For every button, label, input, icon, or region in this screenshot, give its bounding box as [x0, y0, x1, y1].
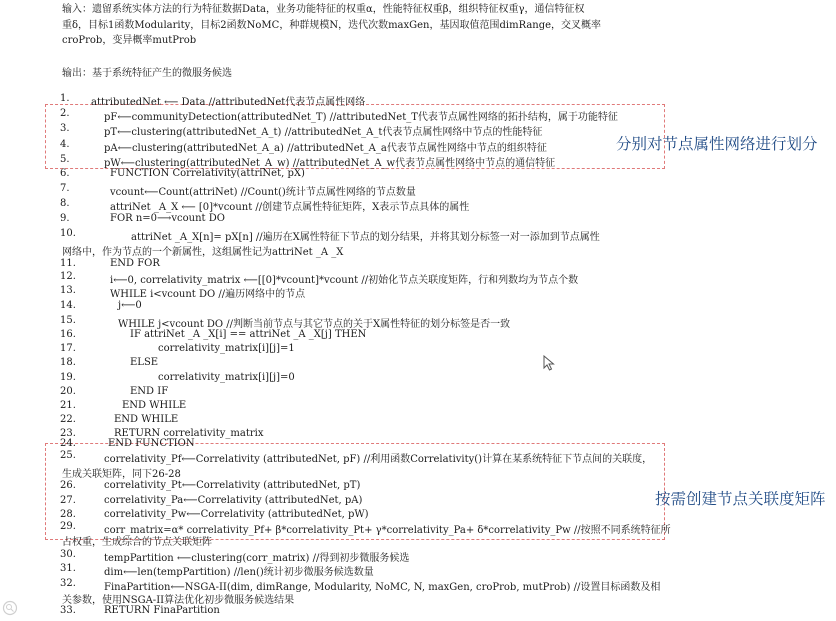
- line-number: 25.: [60, 450, 76, 461]
- code-line: ELSE: [130, 357, 159, 368]
- line-number: 18.: [60, 357, 76, 368]
- code-line: pW⟵clustering(attributedNet_A_w) //attributedNet_A_w代表节点属性网络中节点的通信特征: [104, 158, 556, 169]
- annotation-partition: 分别对节点属性网络进行划分: [616, 135, 818, 153]
- line-number: 33.: [60, 605, 76, 616]
- code-line-continuation: 网络中，作为节点的一个新属性，这组属性记为attriNet _A _X: [62, 247, 344, 258]
- line-number: 30.: [60, 549, 76, 560]
- code-line: pT⟵clustering(attributedNet_A_t) //attributedNet_A_t代表节点属性网络中节点的性能特征: [104, 127, 543, 138]
- line-number: 21.: [60, 400, 76, 411]
- code-line: pF⟵communityDetection(attributedNet_T) //attributedNet_T代表节点属性网络的拓扑结构，属于功能特征: [104, 112, 618, 123]
- line-number: 14.: [60, 300, 76, 311]
- code-line-continuation: 关参数，使用NSGA-II算法优化初步微服务候选结果: [62, 595, 295, 606]
- code-line: correlativity_Pf⟵Correlativity (attributedNet, pF) //利用函数Correlativity()计算在某系统特征下节点间的关联度，: [104, 454, 653, 465]
- code-line: vcount⟵Count(attriNet) //Count()统计节点属性网络的节点数量: [110, 187, 416, 198]
- code-line: RETURN FinaPartition: [104, 605, 220, 616]
- input-section: [62, 2, 782, 49]
- code-line: attributedNet ⟵ Data //attributedNet代表节点属性网络: [91, 97, 366, 108]
- line-number: 28.: [60, 509, 76, 520]
- line-number: 2.: [60, 108, 70, 119]
- code-line-continuation: 占权重，生成综合的节点关联矩阵: [62, 537, 212, 548]
- line-number: 9.: [60, 213, 70, 224]
- line-number: 20.: [60, 386, 76, 397]
- code-line: correlativity_Pa⟵Correlativity (attributedNet, pA): [104, 495, 363, 506]
- line-number: 4.: [60, 139, 70, 150]
- code-line: correlativity_Pt⟵Correlativity (attributedNet, pT): [104, 480, 361, 491]
- code-line: FOR n=0⟶vcount DO: [110, 213, 225, 224]
- code-line: correlativity_matrix[i][j]=1: [158, 343, 295, 354]
- code-line: corr_matrix=α* correlativity_Pf+ β*correlativity_Pt+ γ*correlativity_Pa+ δ*correlativity_Pw //按照不同系统特征所: [104, 525, 671, 536]
- line-number: 32.: [60, 578, 76, 589]
- line-number: 24.: [60, 438, 76, 449]
- line-number: 23.: [60, 428, 76, 439]
- line-number: 15.: [60, 315, 76, 326]
- line-number: 12.: [60, 271, 76, 282]
- code-line: RETURN correlativity_matrix: [114, 428, 264, 439]
- code-line: attriNet _A_X[n]= pX[n] //遍历在X属性特征下节点的划分结果，并将其划分标签一对一添加到节点属性: [131, 232, 600, 243]
- line-number: 31.: [60, 563, 76, 574]
- code-line: attriNet _A_X ⟵ [0]*vcount //创建节点属性特征矩阵，X表示节点具体的属性: [110, 202, 470, 213]
- code-line: END IF: [130, 386, 169, 397]
- output-line: 输出：基于系统特征产生的微服务候选: [62, 68, 232, 79]
- line-number: 26.: [60, 480, 76, 491]
- zoom-icon[interactable]: [2, 600, 18, 620]
- line-number: 29.: [60, 521, 76, 532]
- line-number: 19.: [60, 372, 76, 383]
- code-line: END WHILE: [114, 414, 179, 425]
- mouse-cursor-icon: [543, 355, 555, 375]
- line-number: 13.: [60, 285, 76, 296]
- code-line: WHILE i<vcount DO //遍历网络中的节点: [110, 289, 306, 300]
- code-line: IF attriNet _A _X[i] == attriNet _A _X[j] THEN: [130, 329, 367, 340]
- line-number: 11.: [60, 258, 76, 269]
- code-line: correlativity_Pw⟵Correlativity (attributedNet, pW): [104, 509, 369, 520]
- input-line-2: 重δ，目标1函数Modularity，目标2函数NoMC，种群规模N，迭代次数maxGen，基因取值范围dimRange，交叉概率: [62, 19, 602, 31]
- line-number: 22.: [60, 414, 76, 425]
- line-number: 17.: [60, 343, 76, 354]
- line-number: 7.: [60, 183, 70, 194]
- line-number: 1.: [60, 93, 70, 104]
- line-number: 5.: [60, 154, 70, 165]
- code-line: END WHILE: [122, 400, 187, 411]
- code-line: correlativity_matrix[i][j]=0: [158, 372, 295, 383]
- annotation-correlation: 按需创建节点关联度矩阵: [655, 490, 826, 508]
- line-number: 6.: [60, 168, 70, 179]
- code-line: j⟵0: [118, 300, 142, 311]
- input-line-1: 输入：遗留系统实体方法的行为特征数据Data，业务功能特征的权重α，性能特征权重β，组织特征权重γ，通信特征权: [62, 4, 585, 15]
- code-line: FinaPartition⟵NSGA-II(dim, dimRange, Modularity, NoMC, N, maxGen, croProb, mutProb) //设置目标函数及相: [104, 582, 661, 593]
- line-number: 8.: [60, 198, 70, 209]
- code-line: FUNCTION Correlativity(attriNet, pX): [110, 168, 305, 179]
- line-number: 10.: [60, 228, 76, 239]
- input-line-3: croProb，变异概率mutProb: [62, 35, 197, 46]
- line-number: 3.: [60, 123, 70, 134]
- code-line: WHILE j<vcount DO //判断当前节点与其它节点的关于X属性特征的划分标签是否一致: [118, 319, 511, 330]
- code-line: i⟵0, correlativity_matrix ⟵[[0]*vcount]*vcount //初始化节点关联度矩阵，行和列数均为节点个数: [110, 275, 579, 286]
- code-line: tempPartition ⟵clustering(corr_matrix) //得到初步微服务候选: [104, 553, 410, 564]
- line-number: 16.: [60, 329, 76, 340]
- code-line: pA⟵clustering(attributedNet_A_a) //attributedNet_A_a代表节点属性网络中节点的组织特征: [104, 143, 547, 154]
- code-line-continuation: 生成关联矩阵，同下26-28: [62, 469, 181, 480]
- code-line: END FUNCTION: [108, 438, 195, 449]
- code-line: dim⟵len(tempPartition) //len()统计初步微服务候选数量: [104, 567, 374, 578]
- code-line: END FOR: [110, 258, 160, 269]
- line-number: 27.: [60, 495, 76, 506]
